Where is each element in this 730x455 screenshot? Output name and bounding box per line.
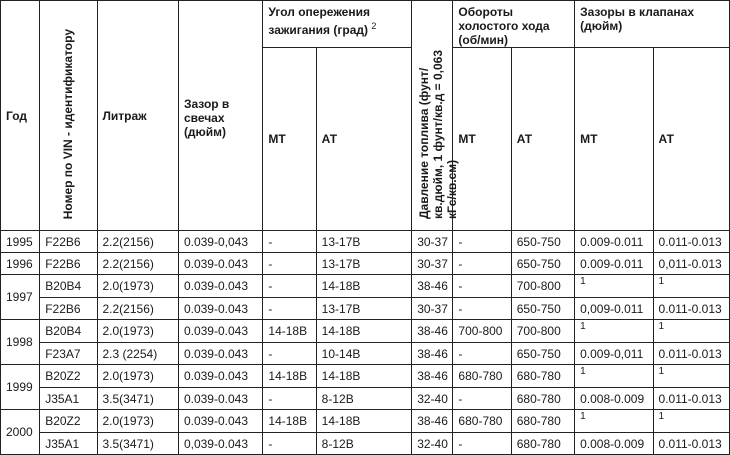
cell-idle-at: 680-780 — [511, 433, 574, 455]
cell-timing-at: 13-17В — [316, 253, 412, 275]
cell-valve-mt: 0.009-0,011 — [575, 343, 653, 365]
cell-valve-at: 0.011-0.013 — [653, 343, 729, 365]
cell-idle-mt: 680-780 — [453, 410, 511, 433]
cell-idle-at: 680-780 — [511, 388, 574, 410]
footnote-marker: 2 — [371, 21, 377, 31]
cell-gap: 0.039-0.043 — [178, 253, 262, 275]
table-row — [1, 275, 730, 298]
cell-timing-mt: - — [263, 275, 316, 298]
header-fuel-pressure-text: Давление топлива (фунт/кв.дюйм, 1 фунт/кв.д = 0,063 кГс/кв.см) — [417, 49, 460, 219]
cell-vin: F22B6 — [40, 231, 97, 253]
cell-idle-at: 700-800 — [511, 275, 574, 298]
header-valve-clearance: Зазоры в клапанах (дюйм) — [575, 1, 730, 48]
cell-volume: 2.0(1973) — [97, 275, 178, 298]
cell-pressure: 30-37 — [412, 231, 453, 253]
cell-idle-mt: 700-800 — [453, 320, 511, 343]
header-volume: Литраж — [97, 1, 178, 231]
table-row — [1, 320, 730, 343]
cell-volume: 3.5(3471) — [97, 433, 178, 455]
cell-idle-at: 650-750 — [511, 231, 574, 253]
cell-pressure: 32-40 — [412, 433, 453, 455]
header-spark-gap: Зазор в свечах (дюйм) — [178, 1, 262, 231]
cell-gap: 0.039-0.043 — [178, 320, 262, 343]
cell-valve-at: 0.011-0.013 — [653, 298, 729, 320]
cell-timing-at: 14-18В — [316, 320, 412, 343]
cell-vin: F22B6 — [40, 298, 97, 320]
cell-idle-at: 680-780 — [511, 365, 574, 388]
cell-pressure: 30-37 — [412, 298, 453, 320]
cell-timing-mt: - — [263, 231, 316, 253]
cell-year: 1999 — [1, 365, 40, 410]
cell-timing-at: 14-18В — [316, 410, 412, 433]
cell-timing-mt: 14-18В — [263, 320, 316, 343]
cell-vin: J35A1 — [40, 433, 97, 455]
cell-timing-at: 8-12В — [316, 388, 412, 410]
cell-idle-at: 650-750 — [511, 253, 574, 275]
cell-valve-mt: 0.008-0.009 — [575, 433, 653, 455]
cell-valve-mt: 1 — [575, 320, 653, 343]
cell-volume: 2.0(1973) — [97, 410, 178, 433]
cell-gap: 0.039-0.043 — [178, 343, 262, 365]
header-year: Год — [1, 1, 40, 231]
cell-valve-at: 1 — [653, 275, 729, 298]
table-row — [1, 388, 730, 410]
cell-valve-mt: 0.009-0.011 — [575, 253, 653, 275]
header-ignition-timing-text: Угол опережения зажигания (град) — [268, 5, 370, 37]
cell-gap: 0.039-0.043 — [178, 365, 262, 388]
header-vin-text: Номер по VIN - идентификатору — [61, 28, 76, 219]
cell-idle-mt: - — [453, 231, 511, 253]
cell-timing-at: 13-17В — [316, 298, 412, 320]
cell-valve-mt: 0.009-0.011 — [575, 231, 653, 253]
cell-valve-at: 0,011-0.013 — [653, 253, 729, 275]
cell-idle-at: 680-780 — [511, 410, 574, 433]
cell-gap: 0.039-0.043 — [178, 410, 262, 433]
cell-vin: F22B6 — [40, 253, 97, 275]
header-vin — [40, 1, 97, 231]
cell-valve-at: 1 — [653, 320, 729, 343]
cell-volume: 2.0(1973) — [97, 365, 178, 388]
cell-pressure: 38-46 — [412, 343, 453, 365]
table-row — [1, 231, 730, 253]
cell-timing-mt: 14-18В — [263, 365, 316, 388]
cell-idle-mt: - — [453, 298, 511, 320]
cell-timing-mt: - — [263, 298, 316, 320]
cell-valve-mt: 1 — [575, 365, 653, 388]
cell-idle-mt: - — [453, 433, 511, 455]
cell-timing-at: 8-12В — [316, 433, 412, 455]
cell-vin: B20Z2 — [40, 365, 97, 388]
cell-gap: 0,039-0.043 — [178, 433, 262, 455]
cell-valve-at: 1 — [653, 410, 729, 433]
cell-timing-mt: - — [263, 388, 316, 410]
cell-timing-at: 14-18В — [316, 275, 412, 298]
cell-timing-mt: 14-18В — [263, 410, 316, 433]
table-row — [1, 365, 730, 388]
cell-pressure: 38-46 — [412, 410, 453, 433]
header-timing-mt: МТ — [263, 48, 316, 231]
cell-valve-mt: 0.008-0.009 — [575, 388, 653, 410]
cell-vin: B20Z2 — [40, 410, 97, 433]
cell-vin: F23A7 — [40, 343, 97, 365]
header-timing-at: АТ — [316, 48, 412, 231]
header-idle-mt: МТ — [453, 48, 511, 231]
cell-valve-at: 1 — [653, 365, 729, 388]
table-row — [1, 253, 730, 275]
cell-valve-at: 0.011-0.013 — [653, 433, 729, 455]
cell-pressure: 38-46 — [412, 275, 453, 298]
cell-timing-at: 13-17В — [316, 231, 412, 253]
cell-volume: 3.5(3471) — [97, 388, 178, 410]
cell-idle-mt: 680-780 — [453, 365, 511, 388]
cell-timing-mt: - — [263, 343, 316, 365]
cell-volume: 2.0(1973) — [97, 320, 178, 343]
cell-year: 1996 — [1, 253, 40, 275]
cell-idle-mt: - — [453, 388, 511, 410]
header-idle-at: АТ — [511, 48, 574, 231]
cell-vin: B20B4 — [40, 275, 97, 298]
cell-idle-mt: - — [453, 253, 511, 275]
cell-idle-at: 700-800 — [511, 320, 574, 343]
cell-gap: 0.039-0.043 — [178, 298, 262, 320]
header-idle-speed: Обороты холостого хода (об/мин) — [453, 1, 575, 48]
cell-year: 1998 — [1, 320, 40, 365]
table-row — [1, 298, 730, 320]
cell-idle-at: 650-750 — [511, 298, 574, 320]
cell-volume: 2.2(2156) — [97, 298, 178, 320]
cell-timing-at: 14-18В — [316, 365, 412, 388]
cell-valve-at: 0.011-0.013 — [653, 388, 729, 410]
cell-valve-mt: 1 — [575, 410, 653, 433]
cell-volume: 2.2(2156) — [97, 253, 178, 275]
cell-gap: 0.039-0,043 — [178, 231, 262, 253]
cell-volume: 2.3 (2254) — [97, 343, 178, 365]
header-ignition-timing — [263, 1, 412, 48]
cell-valve-mt: 0,009-0.011 — [575, 298, 653, 320]
cell-idle-mt: - — [453, 275, 511, 298]
cell-timing-mt: - — [263, 433, 316, 455]
cell-idle-at: 650-750 — [511, 343, 574, 365]
cell-volume: 2.2(2156) — [97, 231, 178, 253]
header-row-top — [1, 1, 730, 48]
cell-pressure: 38-46 — [412, 320, 453, 343]
cell-valve-at: 0.011-0.013 — [653, 231, 729, 253]
cell-valve-mt: 1 — [575, 275, 653, 298]
header-valve-mt: МТ — [575, 48, 653, 231]
cell-year: 1997 — [1, 275, 40, 320]
cell-gap: 0.039-0.043 — [178, 275, 262, 298]
cell-year: 2000 — [1, 410, 40, 455]
cell-timing-mt: - — [263, 253, 316, 275]
cell-vin: J35A1 — [40, 388, 97, 410]
header-valve-at: АТ — [653, 48, 729, 231]
cell-year: 1995 — [1, 231, 40, 253]
cell-vin: B20B4 — [40, 320, 97, 343]
cell-pressure: 30-37 — [412, 253, 453, 275]
cell-pressure: 32-40 — [412, 388, 453, 410]
cell-timing-at: 10-14В — [316, 343, 412, 365]
table-row — [1, 433, 730, 455]
header-fuel-pressure — [412, 1, 460, 231]
cell-gap: 0.039-0.043 — [178, 388, 262, 410]
cell-pressure: 38-46 — [412, 365, 453, 388]
cell-idle-mt: - — [453, 343, 511, 365]
table-row — [1, 343, 730, 365]
table-row — [1, 410, 730, 433]
